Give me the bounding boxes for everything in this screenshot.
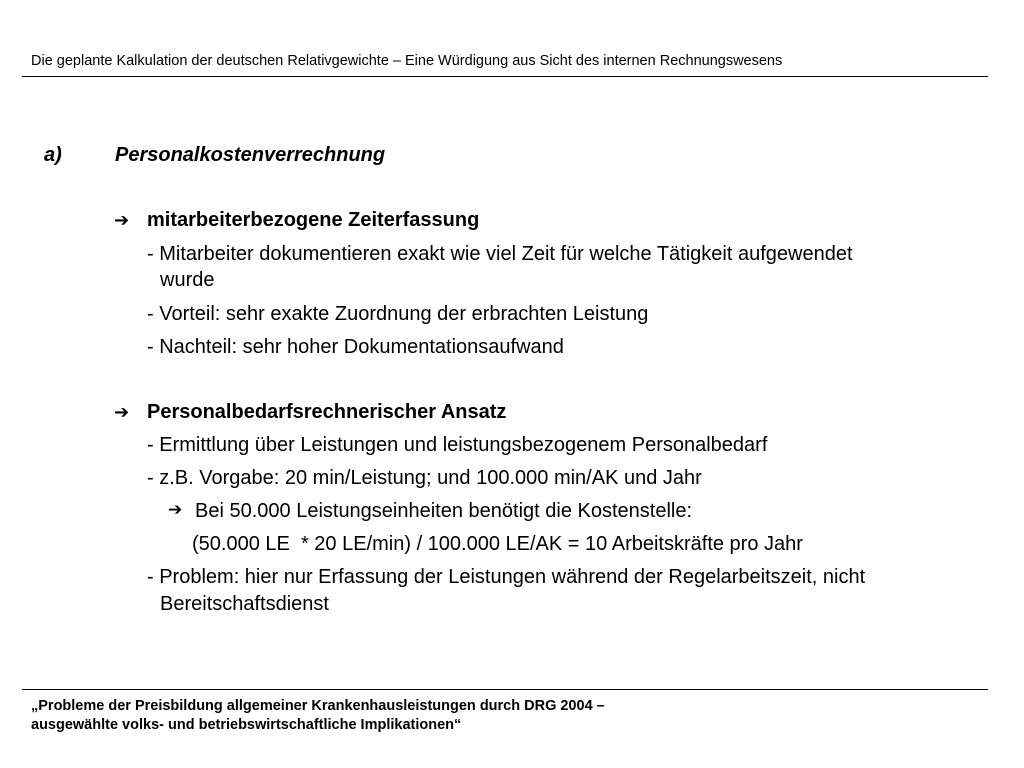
block1-item-2: - Vorteil: sehr exakte Zuordnung der erbrachten Leistung [147, 303, 649, 325]
block2-formula: (50.000 LE * 20 LE/min) / 100.000 LE/AK = 10 Arbeitskräfte pro Jahr [192, 533, 803, 555]
arrow-right-icon: ➔ [114, 210, 130, 230]
block1-heading: mitarbeiterbezogene Zeiterfassung [147, 209, 480, 231]
header-divider [22, 76, 988, 77]
footer-line-1: „Probleme der Preisbildung allgemeiner Krankenhausleistungen durch DRG 2004 – [31, 698, 605, 714]
block2-heading: Personalbedarfsrechnerischer Ansatz [147, 401, 507, 423]
footer-line-2: ausgewählte volks- und betriebswirtschaftliche Implikationen“ [31, 717, 462, 733]
block2-problem-line-1: - Problem: hier nur Erfassung der Leistungen während der Regelarbeitszeit, nicht [147, 566, 866, 588]
block1-item-3: - Nachteil: sehr hoher Dokumentationsaufwand [147, 336, 564, 358]
arrow-right-icon: ➔ [114, 402, 130, 422]
block2-problem-line-2: Bereitschaftsdienst [160, 593, 329, 615]
section-letter: a) [44, 144, 62, 166]
section-title: Personalkostenverrechnung [115, 144, 386, 166]
header-title: Die geplante Kalkulation der deutschen Relativgewichte – Eine Würdigung aus Sicht des internen Rechnungswesens [31, 53, 783, 69]
block2-sub-arrow-text: Bei 50.000 Leistungseinheiten benötigt die Kostenstelle: [195, 500, 693, 522]
block1-item-1-continuation: wurde [160, 269, 215, 291]
footer-divider [22, 689, 988, 690]
arrow-right-icon: ➔ [168, 500, 183, 519]
block2-item-2: - z.B. Vorgabe: 20 min/Leistung; und 100.000 min/AK und Jahr [147, 467, 702, 489]
block2-item-1: - Ermittlung über Leistungen und leistungsbezogenem Personalbedarf [147, 434, 768, 456]
block1-item-1: - Mitarbeiter dokumentieren exakt wie viel Zeit für welche Tätigkeit aufgewendet [147, 243, 853, 265]
